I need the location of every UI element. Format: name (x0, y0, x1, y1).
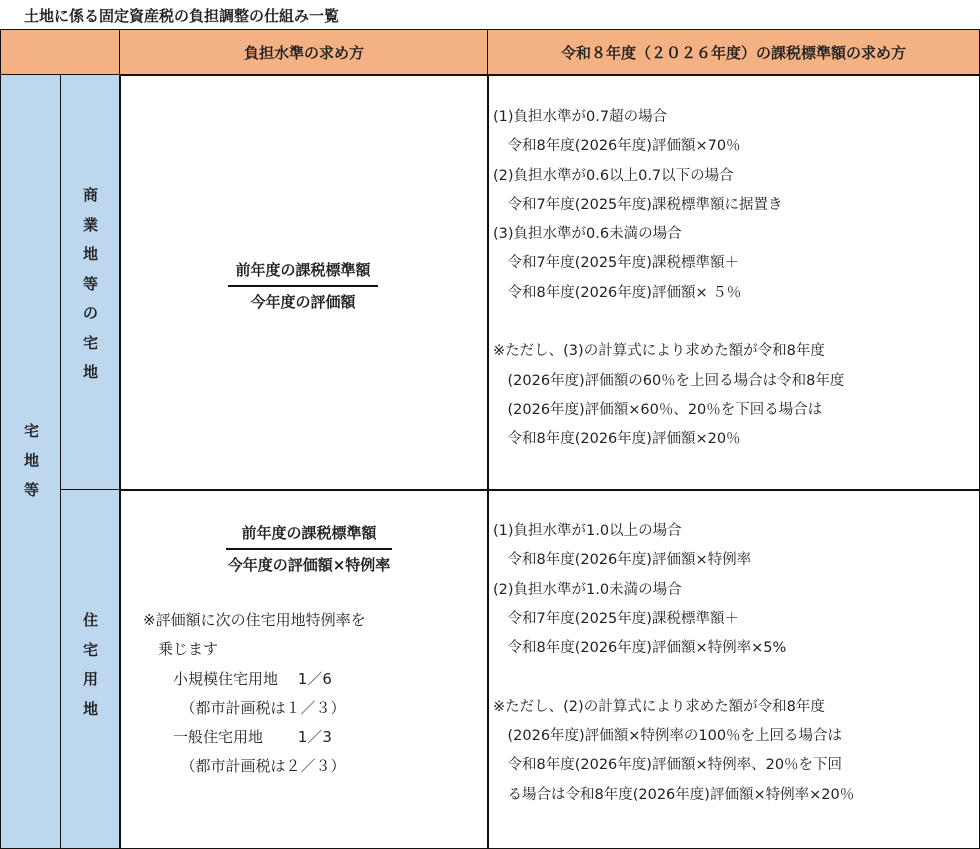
denominator: 今年度の評価額×特例率 (226, 548, 393, 575)
label-char: 業 (82, 215, 98, 234)
label-char: 等 (82, 274, 98, 293)
header-base: 令和８年度（２０２６年度）の課税標準額の求め方 (487, 29, 980, 76)
label-char: 住 (82, 611, 98, 629)
note-line: 乗じます (143, 640, 219, 659)
base-line: 令和8年度(2026年度)評価額×20％ (493, 431, 741, 448)
fraction-commercial (176, 259, 430, 312)
base-line: 令和8年度(2026年度)評価額×特例率 (493, 552, 752, 569)
label-char: 地 (82, 699, 98, 718)
numerator: 前年度の課税標準額 (235, 261, 371, 279)
base-line: (2)負担水準が1.0未満の場合 (493, 581, 682, 598)
base-lines-commercial (493, 103, 844, 455)
base-line (493, 308, 844, 337)
denominator: 今年度の評価額 (228, 285, 377, 312)
base-line: ※ただし、(2)の計算式により求めた額が令和8年度 (493, 698, 825, 715)
label-char: 宅 (82, 333, 98, 352)
category-cell (0, 74, 62, 849)
label-char: 用 (82, 670, 98, 688)
page-title: 土地に係る固定資産税の負担調整の仕組み一覧 (24, 7, 340, 25)
base-line: 令和8年度(2026年度)評価額×特例率、20％を下回 (493, 757, 843, 774)
note-line: （都市計画税は１／３） (143, 698, 346, 717)
note-line: （都市計画税は２／３） (143, 757, 346, 776)
base-line: 令和7年度(2025年度)課税標準額に据置き (493, 196, 783, 213)
label-commercial (61, 181, 120, 388)
base-line: (2)負担水準が0.6以上0.7以下の場合 (493, 167, 734, 184)
base-line: (2026年度)評価額×60％、20％を下回る場合は (493, 401, 823, 418)
base-line (493, 663, 854, 692)
label-char: 商 (82, 186, 98, 204)
label-char: 地 (82, 363, 98, 381)
label-char: の (82, 304, 98, 322)
base-line: 令和8年度(2026年度)評価額×70％ (493, 138, 741, 155)
header-blank (0, 29, 121, 76)
category-label: 宅地等 (22, 423, 40, 512)
base-line: 令和7年度(2025年度)課税標準額＋ (493, 610, 739, 627)
row-label-commercial (60, 74, 121, 491)
base-line: (2026年度)評価額の60％を上回る場合は令和8年度 (493, 372, 845, 389)
note-line: 一般住宅用地 1／3 (143, 728, 332, 747)
special-rate-notes (143, 606, 366, 782)
base-line: 令和8年度(2026年度)評価額×特例率×5% (493, 640, 787, 657)
label-char: 宅 (82, 640, 98, 659)
base-line: (2026年度)評価額×特例率の100％を上回る場合は (493, 728, 843, 745)
base-lines-residential (493, 517, 854, 810)
base-line: る場合は令和8年度(2026年度)評価額×特例率×20％ (493, 786, 855, 803)
numerator: 前年度の課税標準額 (241, 524, 377, 542)
row-label-residential (60, 489, 121, 849)
base-line: (1)負担水準が0.7超の場合 (493, 109, 668, 125)
base-line: (1)負担水準が1.0以上の場合 (493, 523, 682, 539)
base-line: 令和7年度(2025年度)課税標準額＋ (493, 255, 739, 272)
base-line: (3)負担水準が0.6未満の場合 (493, 226, 682, 243)
header-method: 負担水準の求め方 (119, 29, 489, 76)
label-residential (61, 606, 120, 724)
note-line: 小規模住宅用地 1／6 (143, 669, 332, 688)
label-char: 地 (82, 245, 98, 263)
base-line: ※ただし、(3)の計算式により求めた額が令和8年度 (493, 343, 825, 360)
base-line: 令和8年度(2026年度)評価額× ５％ (493, 284, 742, 301)
note-line: ※評価額に次の住宅用地特例率を (143, 611, 366, 629)
fraction-residential (182, 522, 436, 575)
